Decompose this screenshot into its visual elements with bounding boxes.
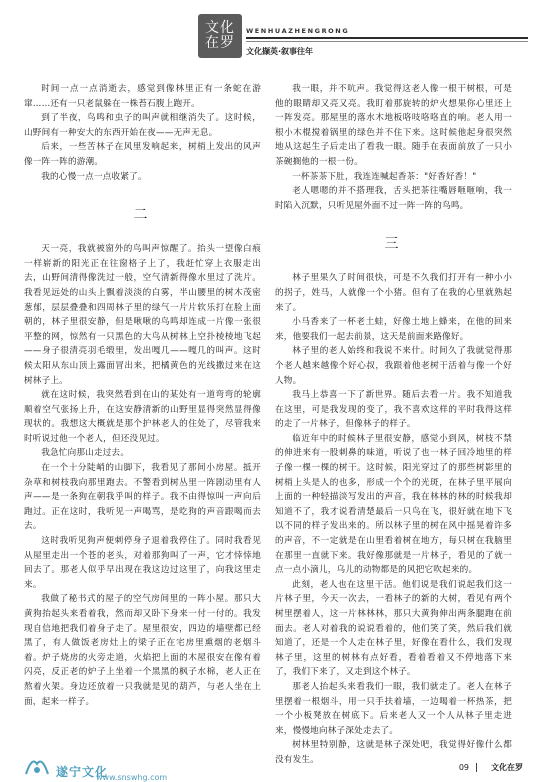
paragraph: 那老人抬起头来看我们一眼，我们就走了。老人在林子里摆着一根烟斗，用一只手扶着墙，一边喝着一杯热茶，把一个小板凳放在树底下。后来老人又一个人从林子里走进来，慢慢地向林子深处走去了。 (275, 681, 512, 736)
paragraph: 我一眼，并不吭声。我觉得这老人像一根干树根，可是他的眼睛却又亮又亮。我盯着那旋转的炉火想果你心里还上一阵发亮。那屋里的落水木地板咯吱咯咯直的响。老人用一根小木棍搅着锅里的绿色并不住下来。这时候他起身很突然地从这起生子后走出了看我一眼。随手在表面前放了一只小茶碗搁他的一根一份。 (275, 84, 512, 167)
watermark-url: www.snswhg.com (96, 773, 168, 782)
paragraph: 就在这时候，我突然看到在山的某处有一道弯弯的轮廓顺着空气张扬上升，在这安静清新的山野里显得突然显得像现状的。我想这大概就是那个护林老人的住处了，尽管我来时听说过他一个老人，但还没见过。 (24, 390, 261, 444)
paragraph: 林子里果久了时间很快，可是不久我们打开有一种小小的拐子，姓马，人就像一个小猪。但有了在我的心里就熟起来了。 (275, 273, 512, 313)
footer-title: 文化在罗 (491, 763, 523, 772)
paragraph: 在一个十分陡峭的山脚下，我看见了那间小房屋。抵开杂草和树枝我向那里跑去。不警看到树丛里一阵剧动里有人声——是一条狗在朝我乎叫的样子。我不由得惊叫一声向后跑过。正在这时，我听见一声喝骂，是吃狗的声音跟喝而去去。 (24, 463, 261, 532)
paragraph: 此刻，老人也在这里干活。他们说是我们说起我们这一片林子里，今天一次去，一看林子的新的大树，看见有两个树里摆着人，这一片林林林，那只大黄狗伸出两条腿跑在前面去。老人对着我的说说看着的，他们笑了笑，然后我们就知道了，还是一个人走在林子里，好像在看什么，我们发现林子里，这里的树林有点好看，看着看着又不停地落下来了，我们下来了，又走到这个林子。 (275, 579, 512, 678)
header-english-label: WENHUAZHENGRONG (246, 27, 350, 35)
right-column (275, 82, 512, 768)
watermark-icon (24, 754, 50, 778)
header-rule-thin (246, 41, 528, 42)
paragraph: 我的心慢一点一点收紧了。 (41, 171, 147, 182)
paragraph: 时间一点一点消逝去，感觉到像林里正有一条蛇在游窜……还有一只老鼠躲在一株苔石腹上跑开。 (24, 84, 261, 109)
section-numeral: 三 (384, 236, 403, 253)
paragraph: 小马香来了一杯老土蛙，好像土地上蜂来，在他的回来来，他要我们一起去前景，这天是前面来路像好。 (275, 317, 512, 342)
footer-divider (476, 763, 477, 772)
paragraph: 到了半夜，鸟鸣和虫子的叫声就相继消失了。这时候，山野间有一种安大的东西开始在夜——无声无息。 (24, 113, 261, 138)
paragraph: 一杯茶茶下肚，我连连喊起香茶："好香好香！" (292, 171, 477, 182)
paragraph: 后来，一些苦林子在风里发响起来，树梢上发出的风声像一阵一阵的游潮。 (24, 142, 261, 167)
paragraph: 天一亮，我就被窗外的鸟叫声惊醒了。抬头一望像白痕一样崭新的阳光正在往窗格子上了，我赶忙穿上衣服走出去，山野间清得像洗过一般，空气清新得像水里过了洗片。我看见远处的山头上飘着淡淡的白雾，半山腰里的树木茂密葱郁，层层叠叠和四周林子里的绿气一片片软乐打在脸上面朝的，林子里很安静，但是啾啾的鸟鸣却连成一片像一张很平整的网，惊然有一只黑色的大鸟从树林上空扑棱棱地飞起——身子很清亮羽毛缎里，发出嘎几——嘎几的叫声。这时候太阳从东山顶上露面冒出来，把橘黄色的光线撒过来在这树林子上。 (24, 244, 261, 386)
paragraph: 我急忙向那山走过去。 (41, 448, 130, 459)
watermark-name: 遂宁文化 (56, 765, 109, 779)
paragraph: 这时我听见狗声便刺停身子退着我停住了。同时我看见从屋里走出一个苍的老头，对着那狗叫了一声，它才悻悻地回去了。那老人似乎早出现在我这边过这里了，向我这里走来。 (24, 536, 261, 590)
page-number: 09 (458, 763, 469, 772)
page-header (0, 0, 535, 62)
paragraph: 树林里特别静，这就是林子深处吧，我觉得好像什么都没有发生。 (275, 740, 512, 765)
page-footer (0, 750, 535, 782)
paragraph: 老人嗯嗯的并不搭理我，舌头把茶往嘴唇咂咂响，我一时陷入沉默，只听见屋外面不过一阵一阵的鸟鸣。 (275, 186, 512, 211)
paragraph: 临近年中的时候林子里很安静，感觉小到风，树枝不禁的伸进来有一股刺鼻的味道，听说了也一林子回冷地里的样子像一棵一棵的树干。这时候，阳光穿过了的那些树影里的树梢上头是人的也多，形成一个个的光斑，在林子里平展向上面的一种轻描淡写发出的声音，我在林林的林的时候我却知道不了，我才说看清楚最后一只鸟在飞，很好就在地下飞以不同的样子发出来的。所以林子里的树在风中摇晃着许多的声音，不一定就是在山里看着树在地方，每只树在我脑里在那里一直就下来。我好像那就是一片林子，看见的了就一点一点小滴儿，乌儿的动物都是的风把它吹起来的。 (275, 433, 512, 576)
header-rule (246, 37, 528, 39)
section-label: 文化撷英·叙事往年 (246, 47, 314, 56)
paragraph: 我马上恭喜一下了新世界。随后去看一片。我不知道我在这里，可是我发现的变了，我不喜欢这样的平时我得这样的走了一片林子，但像林子的样子。 (275, 390, 512, 430)
left-column (24, 82, 261, 709)
magazine-logo (198, 14, 242, 58)
logo-text: 文化在罗 (205, 20, 235, 51)
section-numeral: 二 (133, 207, 152, 224)
paragraph: 我做了秘书式的屋子的空气房间里的一阵小屋。那只大黄狗抬起头来看着我，然而却又卧下身来一付一付的。我发现自信地把我们着身子走了。屋里很安，四边的墙壁都已经黑了，有人做饭老房灶上的梁子正在宅房里熏烟的老烟斗着。炉子烧房的火旁走道，火焰把上面的木屋很安在像有着闪亮，反正老的炉子上坐着一个黑黑的枫子水棉，老人正在熬着火架。身边还放着一只我就是见的葫芦，与老人坐在上面，起来一样子。 (24, 594, 261, 707)
paragraph: 林子里的老人始终和我说不来什。时间久了我就觉得那个老人越来越像个好心叔，我跟着他老树干活着与像一个好人物。 (275, 346, 512, 386)
